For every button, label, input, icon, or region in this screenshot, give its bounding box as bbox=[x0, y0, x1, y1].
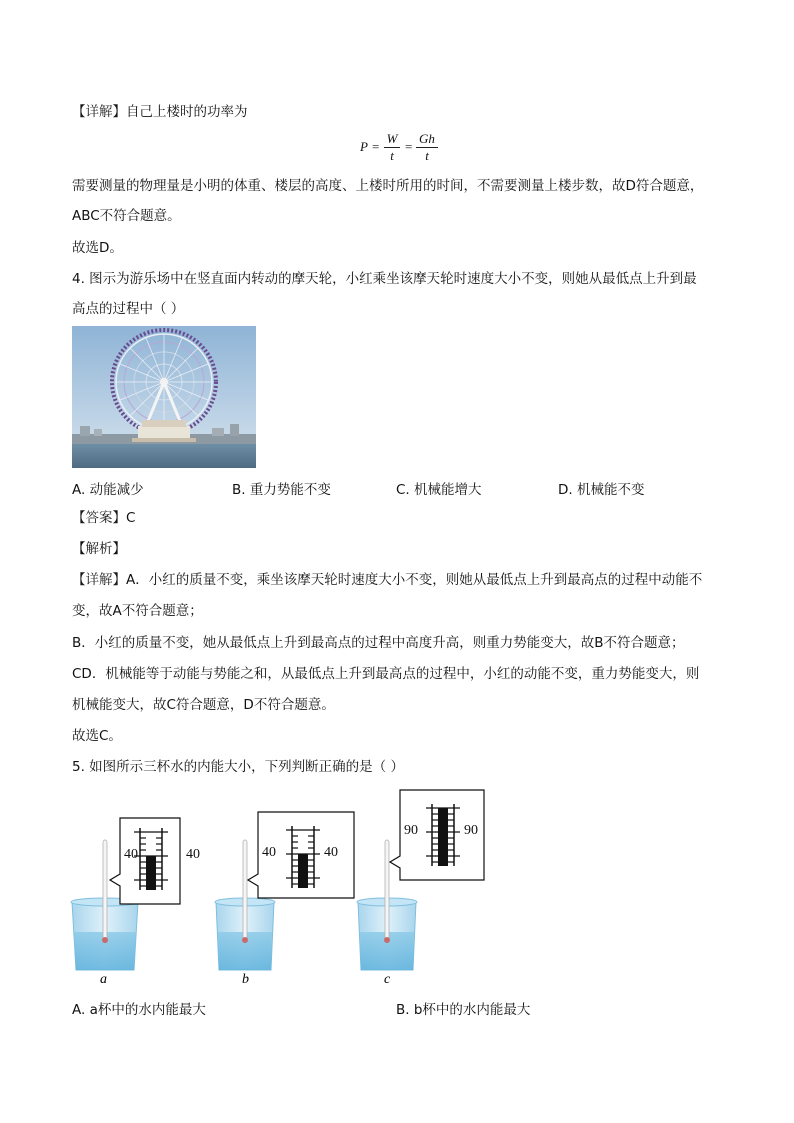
q4-detail-line4: CD．机械能等于动能与势能之和，从最低点上升到最高点的过程中，小红的动能不变，重力势能变大，则 bbox=[72, 666, 700, 682]
q4-option-d: D. 机械能不变 bbox=[558, 482, 645, 498]
formula-fraction-gh-t bbox=[416, 131, 438, 164]
formula-denominator-t: t bbox=[425, 148, 429, 163]
formula-denominator-t: t bbox=[390, 148, 394, 163]
q4-option-b: B. 重力势能不变 bbox=[232, 482, 331, 498]
reading-right: 40 bbox=[186, 847, 200, 862]
detail-tag: 【详解】 bbox=[72, 572, 126, 588]
formula-fraction-w-t bbox=[384, 131, 400, 164]
formula-eq1: = bbox=[372, 139, 380, 154]
q4-choose: 故选C。 bbox=[72, 728, 122, 744]
beaker-thermometer-figure bbox=[60, 786, 510, 990]
q4-stem-line1: 4. 图示为游乐场中在竖直面内转动的摩天轮，小红乘坐该摩天轮时速度大小不变，则她从最低点上升到最 bbox=[72, 271, 697, 287]
detail-tag: 【详解】 bbox=[72, 104, 126, 120]
q4-detail-line1 bbox=[72, 570, 702, 590]
q4-option-c: C. 机械能增大 bbox=[396, 482, 482, 498]
q4-detail-line2: 变，故A不符合题意； bbox=[72, 603, 203, 619]
detail-text: 自己上楼时的功率为 bbox=[126, 104, 248, 120]
detail-text: A．小红的质量不变，乘坐该摩天轮时速度大小不变，则她从最低点上升到最高点的过程中动能不 bbox=[126, 572, 703, 588]
q4-analysis-tag: 【解析】 bbox=[72, 541, 126, 557]
q4-detail-line3: B．小红的质量不变，她从最低点上升到最高点的过程中高度升高，则重力势能变大，故B不符合题意； bbox=[72, 635, 685, 651]
power-formula bbox=[360, 130, 470, 170]
q3-line2: ABC不符合题意。 bbox=[72, 208, 181, 224]
answer-tag: 【答案】 bbox=[72, 510, 126, 526]
reading-right: 90 bbox=[464, 823, 478, 838]
formula-numerator-gh: Gh bbox=[419, 131, 435, 146]
beaker-label: b bbox=[242, 972, 249, 987]
q5-option-b: B. b杯中的水内能最大 bbox=[396, 1002, 531, 1018]
q4-detail-line5: 机械能变大，故C符合题意，D不符合题意。 bbox=[72, 697, 335, 713]
beaker-label: a bbox=[100, 972, 107, 987]
q4-option-a: A. 动能减少 bbox=[72, 482, 144, 498]
reading-left: 90 bbox=[404, 823, 418, 838]
formula-numerator-w: W bbox=[386, 131, 398, 146]
formula-eq2: = bbox=[405, 139, 413, 154]
reading-right: 40 bbox=[324, 845, 338, 860]
q5-option-a: A. a杯中的水内能最大 bbox=[72, 1002, 206, 1018]
beaker-a bbox=[71, 818, 200, 987]
q3-line1: 需要测量的物理量是小明的体重、楼层的高度、上楼时所用的时间，不需要测量上楼步数，故D符合题意， bbox=[72, 178, 704, 194]
beaker-c bbox=[357, 790, 484, 987]
beaker-b bbox=[215, 812, 354, 987]
beaker-label: c bbox=[384, 972, 391, 987]
formula-p: P bbox=[360, 139, 368, 154]
q3-choose: 故选D。 bbox=[72, 240, 123, 256]
reading-left: 40 bbox=[124, 847, 138, 862]
answer-value: C bbox=[126, 510, 136, 526]
q4-answer-line bbox=[72, 508, 135, 528]
q3-detail-line bbox=[72, 102, 248, 122]
q5-stem: 5. 如图所示三杯水的内能大小，下列判断正确的是（ ） bbox=[72, 759, 404, 775]
reading-left: 40 bbox=[262, 845, 276, 860]
ferris-wheel-photo bbox=[72, 326, 256, 468]
q4-stem-line2: 高点的过程中（ ） bbox=[72, 301, 185, 317]
